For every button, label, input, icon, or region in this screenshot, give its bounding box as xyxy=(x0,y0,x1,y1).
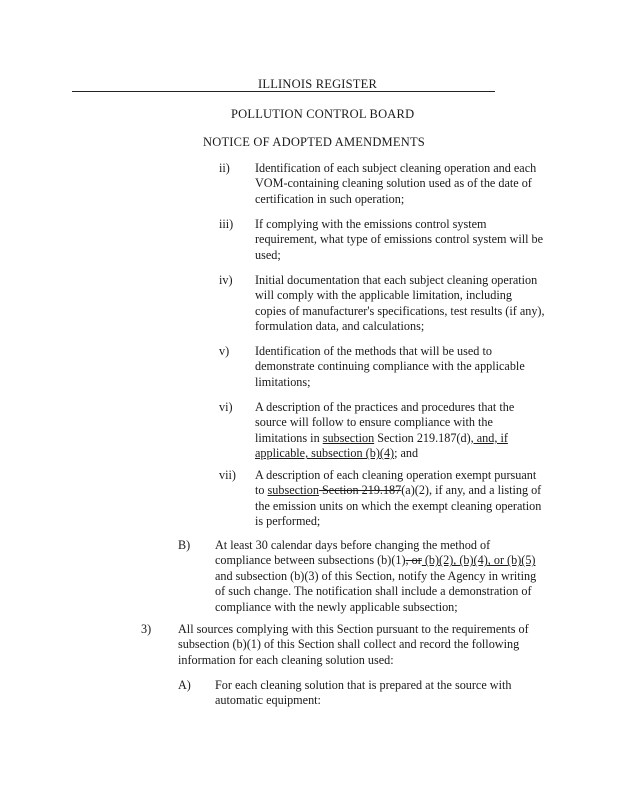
inserted-text: subsection xyxy=(322,430,375,445)
item-B-label: B) xyxy=(178,538,191,552)
item-iii-text: If complying with the emissions control system requirement, what type of emissions control system will be used; xyxy=(255,217,544,262)
item-iv-label: iv) xyxy=(219,273,233,287)
inserted-text: (b)(2), (b)(4), or (b)(5) xyxy=(421,553,536,568)
item-vii-text: A description of each cleaning operation exempt pursuant to subsection Section 219.187(a)(2), if any, and a listing of the emission units on which the exempt cleaning operation is performed; xyxy=(255,468,542,529)
item-ii-text: Identification of each subject cleaning operation and each VOM-containing cleaning solution used as of the date of certification in such operation; xyxy=(255,161,537,206)
item-3-text: All sources complying with this Section pursuant to the requirements of subsection (b)(1) of this Section shall collect and record the following information for each cleaning solution used: xyxy=(178,622,529,667)
inserted-text: subsection xyxy=(267,483,319,498)
item-A-text: For each cleaning solution that is prepared at the source with automatic equipment: xyxy=(215,678,512,708)
deleted-text: Section 219.187 xyxy=(318,483,402,498)
item-vi-text: A description of the practices and procedures that the source will follow to ensure compliance with the limitations in subsection Section 219.187(d), and, if applicable, subsection (b)(4); and xyxy=(255,400,515,461)
item-ii-label: ii) xyxy=(219,161,230,175)
item-iii-label: iii) xyxy=(219,217,234,231)
item-A-label: A) xyxy=(178,678,191,692)
inserted-text: , and, if applicable, subsection (b)(4) xyxy=(255,430,508,461)
board-title: POLLUTION CONTROL BOARD xyxy=(231,107,415,121)
item-iv-text: Initial documentation that each subject cleaning operation will comply with the applicable limitation, including copies of manufacturer's specifications, test results (if any), formulation data, and calculations; xyxy=(255,273,545,334)
item-3-label: 3) xyxy=(141,622,152,636)
item-v-text: Identification of the methods that will be used to demonstrate continuing compliance with the applicable limitations; xyxy=(255,344,525,389)
deleted-text: , or xyxy=(405,553,422,568)
header-rule xyxy=(72,91,495,92)
register-title: ILLINOIS REGISTER xyxy=(258,77,378,91)
notice-title: NOTICE OF ADOPTED AMENDMENTS xyxy=(203,135,425,149)
item-v-label: v) xyxy=(219,344,230,358)
item-vi-label: vi) xyxy=(219,400,233,414)
item-B-text: At least 30 calendar days before changing the method of compliance between subsections (b)(1), or (b)(2), (b)(4), or (b)(5) and subsection (b)(3) of this Section, notify the Agency in writing of such change. The notification shall include a demonstration of compliance with the newly applicable subsection; xyxy=(215,538,537,614)
item-vii-label: vii) xyxy=(219,468,236,482)
